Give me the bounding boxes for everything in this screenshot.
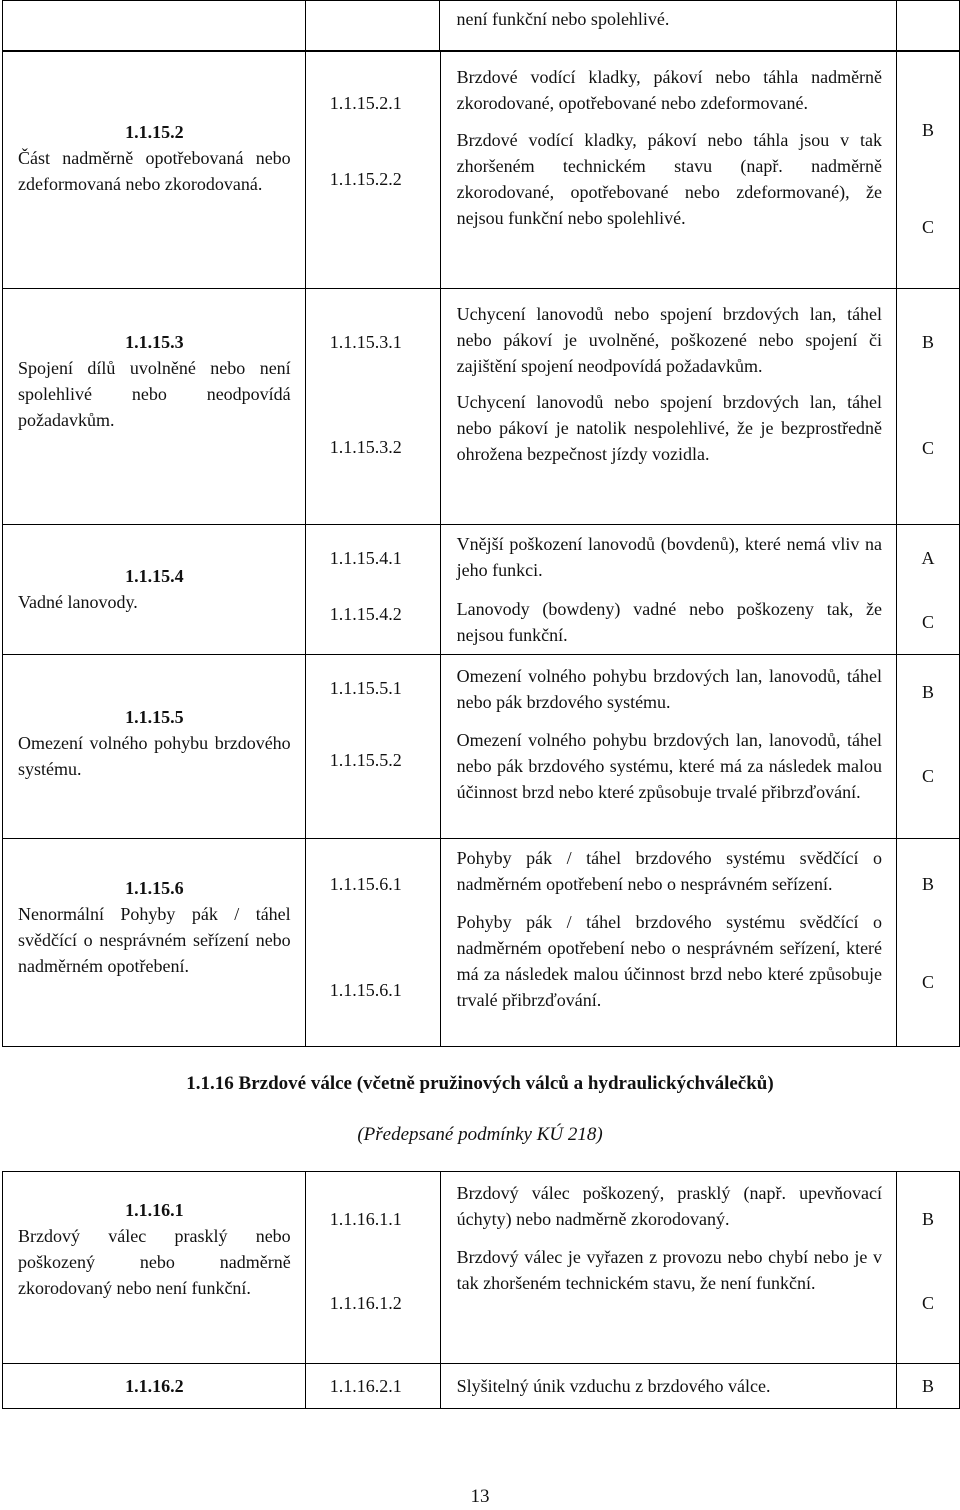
empty-cell: [3, 1, 306, 51]
section-number: 1.1.16.1: [125, 1200, 184, 1220]
defect-description: Pohyby pák / táhel brzdového systému svědčící o nadměrném opotřebení nebo o nesprávném seřízení, které má za následek malou účinnost brzd nebo které způsobuje trvalé přibrzďování.: [456, 912, 883, 1010]
section-title: Omezení volného pohybu brzdového systému.: [18, 733, 291, 779]
defects-table-1-1-16: [2, 1171, 960, 1409]
defect-grade: C: [922, 1293, 935, 1313]
defect-description: Vnější poškození lanovodů (bovdenů), které nemá vliv na jeho funkci.: [456, 534, 883, 580]
defect-grade: B: [922, 1209, 935, 1229]
defect-code: 1.1.15.6.1: [329, 980, 402, 1000]
defect-description: Omezení volného pohybu brzdových lan, lanovodů, táhel nebo pák brzdového systému.: [456, 666, 883, 712]
defect-code: 1.1.15.2.1: [329, 93, 402, 113]
defect-code: 1.1.15.3.2: [329, 437, 402, 457]
grade-cell: [897, 52, 960, 289]
defect-code: 1.1.15.3.1: [329, 332, 402, 352]
defect-grade: C: [922, 612, 935, 632]
description-cell: [440, 1172, 896, 1364]
defect-code: 1.1.15.4.1: [329, 548, 402, 568]
defect-description: Uchycení lanovodů nebo spojení brzdových lan, táhel nebo pákoví je uvolněné, poškozené nebo spojení či zajištění spojení neodpovídá požadavkům.: [456, 304, 883, 376]
defect-code: 1.1.16.2.1: [329, 1376, 402, 1396]
defect-description: Brzdové vodící kladky, pákoví nebo táhla nadměrně zkorodované, opotřebované nebo zdeformované.: [456, 67, 883, 113]
section-cell: [3, 655, 306, 839]
defect-grade: B: [922, 120, 935, 140]
defect-grade: C: [922, 217, 935, 237]
description-cell: [440, 289, 896, 525]
section-title: Nenormální Pohyby pák / táhel svědčící o nesprávném seřízení nebo nadměrném opotřebení.: [18, 904, 291, 976]
description-cell: [440, 1364, 896, 1409]
code-cell: [305, 289, 440, 525]
empty-cell: [305, 1, 440, 51]
top-partial-table: [2, 0, 960, 51]
section-title: Spojení dílů uvolněné nebo není spolehlivé nebo neodpovídá požadavkům.: [18, 358, 291, 430]
defect-code: 1.1.15.2.2: [329, 169, 402, 189]
section-cell: [3, 289, 306, 525]
section-number: 1.1.15.2: [125, 122, 184, 142]
defect-description: Pohyby pák / táhel brzdového systému svědčící o nadměrném opotřebení nebo o nesprávném seřízení.: [456, 848, 883, 894]
section-number: 1.1.15.6: [125, 878, 184, 898]
defect-grade: C: [922, 766, 935, 786]
code-cell: [305, 1172, 440, 1364]
section-number: 1.1.15.3: [125, 332, 184, 352]
section-cell: [3, 52, 306, 289]
section-number: 1.1.16.2: [125, 1376, 184, 1396]
defect-description: Brzdové vodící kladky, pákoví nebo táhla jsou v tak zhoršeném technickém stavu (např. nadměrně zkorodované, opotřebované nebo zdeformované), že nejsou funkční nebo spolehlivé.: [456, 130, 883, 228]
section-number: 1.1.15.4: [125, 566, 184, 586]
code-cell: [305, 655, 440, 839]
section-title: Vadné lanovody.: [18, 592, 138, 612]
grade-cell: [897, 655, 960, 839]
grade-cell: [897, 839, 960, 1047]
section-title: Brzdový válec prasklý nebo poškozený nebo nadměrně zkorodovaný nebo není funkční.: [18, 1226, 291, 1298]
defect-code: 1.1.15.6.1: [329, 874, 402, 894]
description-cell: [440, 839, 896, 1047]
defect-description: Slyšitelný únik vzduchu z brzdového válce.: [456, 1376, 771, 1396]
section-subheading: (Předepsané podmínky KÚ 218): [357, 1124, 603, 1145]
defect-grade: B: [922, 1376, 935, 1396]
section-cell: [3, 1172, 306, 1364]
defect-description: není funkční nebo spolehlivé.: [440, 1, 897, 51]
defects-table-1-1-15: [2, 51, 960, 1047]
section-number: 1.1.15.5: [125, 707, 184, 727]
code-cell: [305, 52, 440, 289]
defect-grade: A: [921, 548, 935, 568]
defect-description: Brzdový válec je vyřazen z provozu nebo chybí nebo je v tak zhoršeném technickém stavu, že není funkční.: [456, 1247, 883, 1293]
section-heading: 1.1.16 Brzdové válce (včetně pružinových válců a hydraulickýchválečků): [186, 1073, 774, 1094]
grade-cell: [897, 289, 960, 525]
code-cell: [305, 525, 440, 655]
code-cell: [305, 839, 440, 1047]
grade-cell: [897, 1172, 960, 1364]
defect-grade: B: [922, 874, 935, 894]
section-title: Část nadměrně opotřebovaná nebo zdeformovaná nebo zkorodovaná.: [18, 148, 291, 194]
defect-code: 1.1.16.1.1: [329, 1209, 402, 1229]
defect-grade: C: [922, 972, 935, 992]
defect-grade: B: [922, 332, 935, 352]
defect-description: Uchycení lanovodů nebo spojení brzdových lan, táhel nebo pákoví je natolik nespolehlivé, že je bezprostředně ohrožena bezpečnost jízdy vozidla.: [456, 392, 883, 464]
defect-code: 1.1.15.5.2: [329, 750, 402, 770]
description-cell: [440, 655, 896, 839]
description-cell: [440, 52, 896, 289]
defect-description: Brzdový válec poškozený, prasklý (např. upevňovací úchyty) nebo nadměrně zkorodovaný.: [456, 1183, 883, 1229]
defect-code: 1.1.16.1.2: [329, 1293, 402, 1313]
grade-cell: [897, 525, 960, 655]
defect-description: Lanovody (bowdeny) vadné nebo poškozeny tak, že nejsou funkční.: [456, 599, 883, 645]
defect-code: 1.1.15.4.2: [329, 604, 402, 624]
section-cell: [3, 525, 306, 655]
defect-grade: B: [922, 682, 935, 702]
defect-code: 1.1.15.5.1: [329, 678, 402, 698]
page-number: 13: [470, 1486, 490, 1507]
section-cell: [3, 1364, 306, 1409]
code-cell: [305, 1364, 440, 1409]
defect-grade: C: [922, 438, 935, 458]
section-cell: [3, 839, 306, 1047]
description-cell: [440, 525, 896, 655]
grade-cell: [897, 1364, 960, 1409]
empty-cell: [897, 1, 960, 51]
defect-description: Omezení volného pohybu brzdových lan, lanovodů, táhel nebo pák brzdového systému, které má za následek malou účinnost brzd nebo které způsobuje trvalé přibrzďování.: [456, 730, 883, 802]
